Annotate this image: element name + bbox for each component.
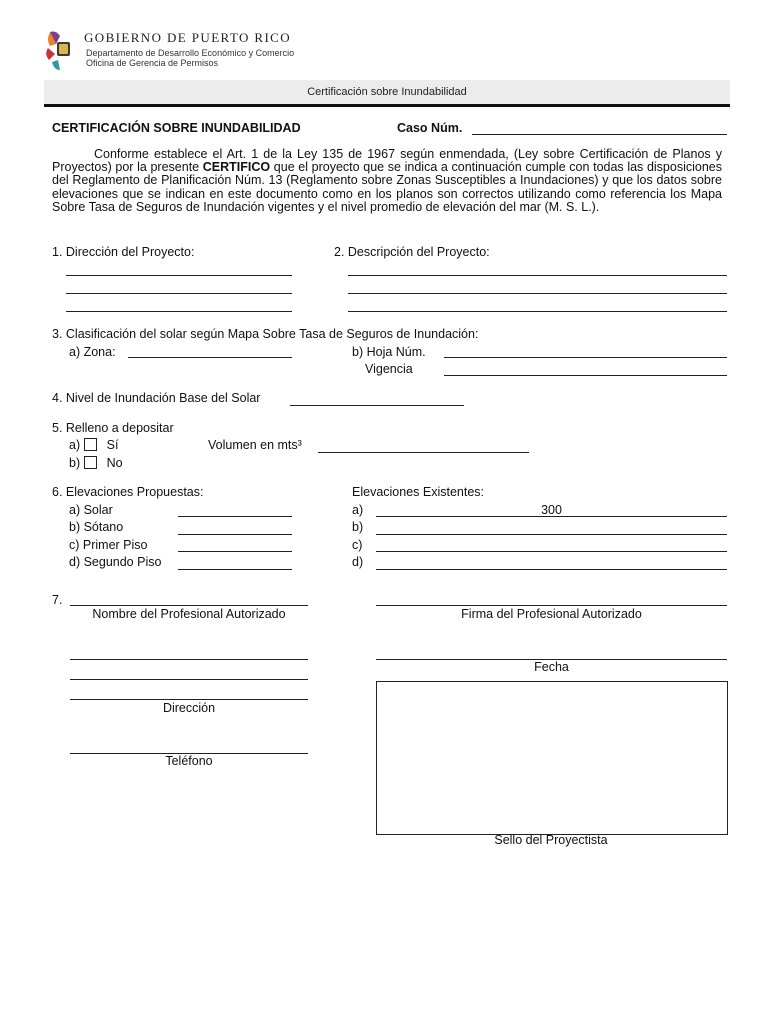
q6-existing-label: Elevaciones Existentes:	[352, 485, 485, 499]
address-field-line-1[interactable]	[70, 659, 308, 660]
fill-no-option[interactable]	[69, 456, 123, 470]
sotano-proposed-field[interactable]	[178, 534, 292, 535]
vigencia-field[interactable]	[444, 375, 727, 376]
phone-label: Teléfono	[165, 754, 213, 768]
volume-label: Volumen en mts³	[208, 438, 302, 452]
header-rule	[44, 104, 730, 107]
existing-a-value: 300	[541, 503, 562, 517]
department-name: Departamento de Desarrollo Económico y Comercio	[86, 48, 295, 58]
case-number-field[interactable]	[472, 134, 727, 135]
project-description-line-1[interactable]	[348, 275, 727, 276]
q6-label: 6. Elevaciones Propuestas:	[52, 485, 204, 499]
hoja-field[interactable]	[444, 357, 727, 358]
fill-yes-prefix: a)	[69, 438, 81, 452]
existing-a-label: a)	[352, 503, 364, 517]
project-address-line-3[interactable]	[66, 311, 292, 312]
existing-d-label: d)	[352, 555, 364, 569]
fill-no-label: No	[106, 456, 123, 470]
government-logo	[44, 28, 74, 72]
flood-level-field[interactable]	[290, 405, 464, 406]
certification-paragraph	[52, 148, 722, 214]
address-field-line-3[interactable]	[70, 699, 308, 700]
volume-field[interactable]	[318, 452, 529, 453]
fill-no-prefix: b)	[69, 456, 81, 470]
date-label: Fecha	[534, 660, 569, 674]
project-description-line-3[interactable]	[348, 311, 727, 312]
government-name: GOBIERNO DE PUERTO RICO	[84, 30, 292, 45]
paragraph-certifico: CERTIFICO	[202, 160, 271, 175]
banner-title: Certificación sobre Inundabilidad	[307, 86, 467, 98]
professional-name-label: Nombre del Profesional Autorizado	[92, 607, 286, 621]
solar-label: a) Solar	[69, 503, 113, 517]
project-description-line-2[interactable]	[348, 293, 727, 294]
zona-label: a) Zona:	[69, 345, 116, 359]
professional-signature-label: Firma del Profesional Autorizado	[461, 607, 642, 621]
segundo-piso-label: d) Segundo Piso	[69, 555, 162, 569]
sotano-label: b) Sótano	[69, 520, 124, 534]
q7-label: 7.	[52, 593, 63, 607]
existing-c-label: c)	[352, 538, 363, 552]
q5-label: 5. Relleno a depositar	[52, 421, 174, 435]
address-label: Dirección	[162, 701, 216, 715]
office-name: Oficina de Gerencia de Permisos	[86, 58, 219, 68]
address-field-line-2[interactable]	[70, 679, 308, 680]
solar-proposed-field[interactable]	[178, 516, 292, 517]
existing-a-field[interactable]	[376, 516, 727, 517]
q2-label: 2. Descripción del Proyecto:	[334, 245, 490, 259]
hoja-label: b) Hoja Núm.	[352, 345, 426, 359]
form-title: CERTIFICACIÓN SOBRE INUNDABILIDAD	[52, 121, 301, 135]
q1-label: 1. Dirección del Proyecto:	[52, 245, 195, 259]
fill-no-checkbox[interactable]	[84, 456, 97, 469]
fill-yes-option[interactable]	[69, 438, 118, 452]
primer-piso-proposed-field[interactable]	[178, 551, 292, 552]
seal-box[interactable]	[376, 681, 728, 835]
case-number-label: Caso Núm.	[397, 121, 463, 135]
primer-piso-label: c) Primer Piso	[69, 538, 148, 552]
vigencia-label: Vigencia	[365, 362, 413, 376]
paragraph-intro: Conforme establece el Art. 1 de la Ley 135 de 1967 según enmendada, (Ley sobre Certificación de Planos y Proyectos) por la presente	[52, 147, 722, 175]
existing-b-label: b)	[352, 520, 364, 534]
fill-yes-label: Sí	[106, 438, 119, 452]
segundo-piso-proposed-field[interactable]	[178, 569, 292, 570]
zona-field[interactable]	[128, 357, 292, 358]
fill-yes-checkbox[interactable]	[84, 438, 97, 451]
professional-signature-field[interactable]	[376, 605, 727, 606]
existing-c-field[interactable]	[376, 551, 727, 552]
q3-label: 3. Clasificación del solar según Mapa Sobre Tasa de Seguros de Inundación:	[52, 327, 479, 341]
paragraph-rest: que el proyecto que se indica a continuación cumple con todas las disposiciones del Reglamento de Planificación Núm. 13 (Reglamento sobre Zonas Susceptibles a Inundaciones) y que los datos sobre elevaciones que se indican en este documento como en los planos son correctos utilizando como referencia los Mapa Sobre Tasa de Seguros de Inundación vigentes y el nivel promedio de elevación del mar (M. S. L.).	[52, 160, 722, 214]
seal-label: Sello del Proyectista	[494, 833, 608, 847]
existing-d-field[interactable]	[376, 569, 727, 570]
existing-b-field[interactable]	[376, 534, 727, 535]
document-banner	[44, 80, 730, 104]
project-address-line-2[interactable]	[66, 293, 292, 294]
q4-label: 4. Nivel de Inundación Base del Solar	[52, 391, 261, 405]
professional-name-field[interactable]	[70, 605, 308, 606]
project-address-line-1[interactable]	[66, 275, 292, 276]
